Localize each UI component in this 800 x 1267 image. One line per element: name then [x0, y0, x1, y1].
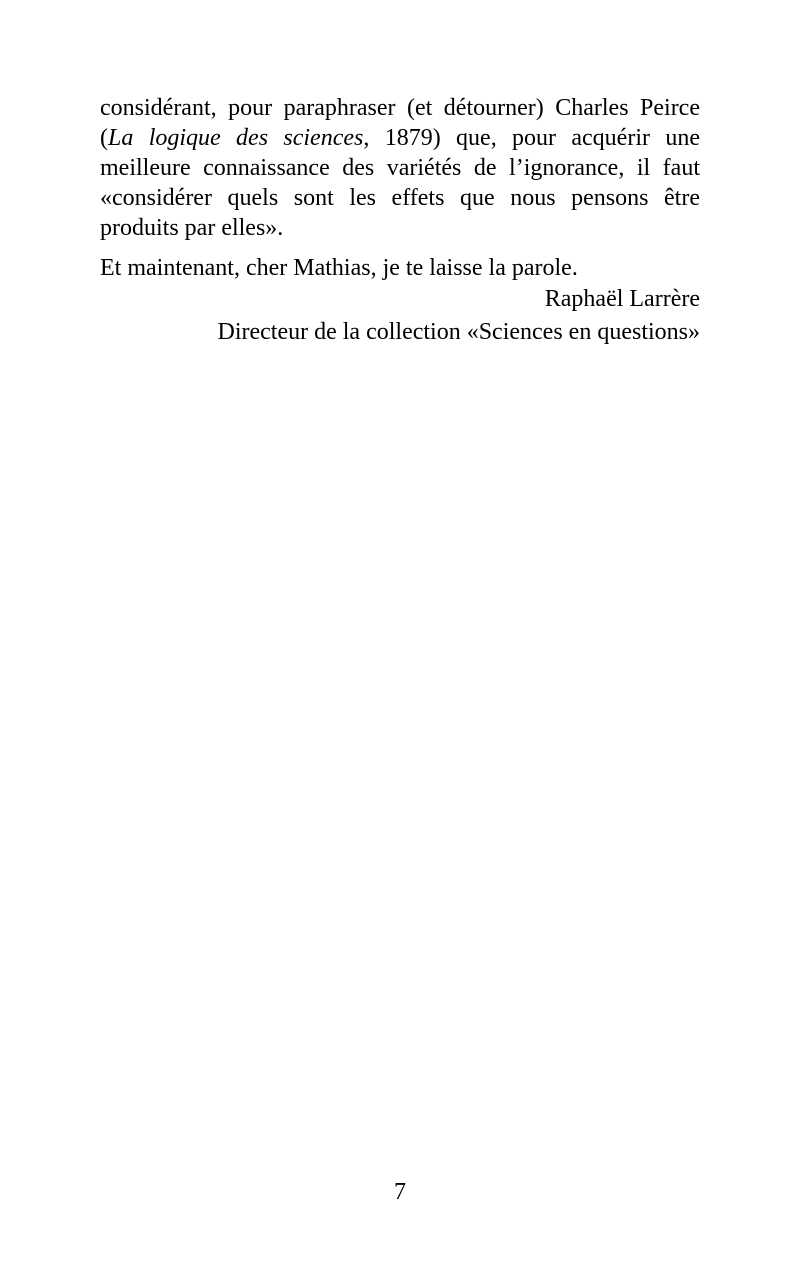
page-text-block: [100, 93, 700, 349]
paragraph-peirce-quote: [100, 93, 700, 243]
paragraph-text-start: considérant, pour paraphraser (et détourner) Charles Peirce (: [100, 95, 700, 151]
book-title: La logique des sciences: [108, 125, 364, 151]
paragraph-text-end: , 1879) que, pour acquérir une meilleure connaissance des variétés de l’ignorance, il faut «considérer quels sont les effets que nous pensons être produits par elles».: [100, 125, 700, 241]
page-number: 7: [394, 1179, 406, 1205]
paragraph-closing: Et maintenant, cher Mathias, je te laisse la parole.: [100, 255, 578, 281]
signature-role: Directeur de la collection «Sciences en questions»: [217, 319, 700, 345]
signature-name: Raphaël Larrère: [544, 286, 700, 312]
signature-block: [100, 283, 700, 349]
